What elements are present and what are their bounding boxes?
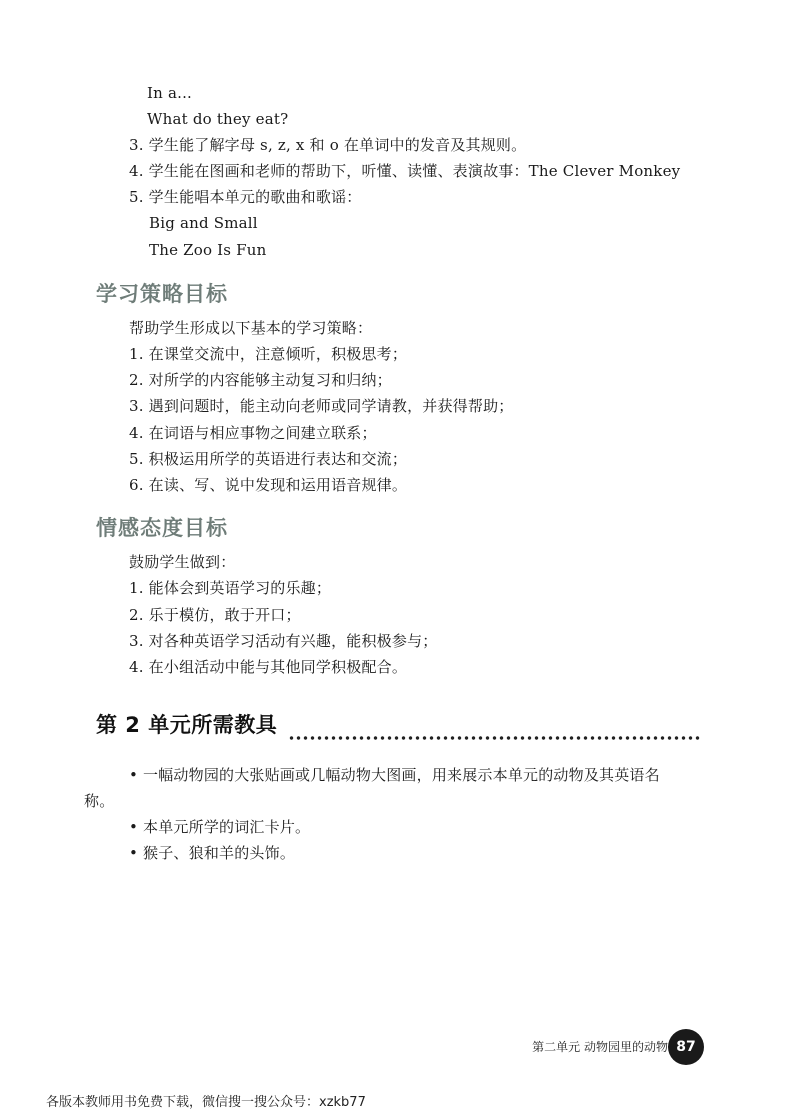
- section-intro: 帮助学生形成以下基本的学习策略：: [129, 319, 373, 337]
- list-item: 5. 积极运用所学的英语进行表达和交流；: [129, 450, 408, 468]
- song-title: The Zoo Is Fun: [149, 241, 267, 259]
- section-intro: 鼓励学生做到：: [129, 553, 236, 571]
- list-item: 4. 在小组活动中能与其他同学积极配合。: [129, 658, 408, 676]
- unit-tools-heading: [96, 710, 700, 746]
- running-footer: 第二单元 动物园里的动物: [532, 1040, 668, 1054]
- list-item: 5. 学生能唱本单元的歌曲和歌谣：: [129, 188, 362, 206]
- list-item: 4. 在词语与相应事物之间建立联系；: [129, 424, 377, 442]
- page-number-badge: 87: [668, 1029, 704, 1065]
- list-item: 1. 能体会到英语学习的乐趣；: [129, 579, 332, 597]
- unit-tools-title: 第 2 单元所需教具: [96, 713, 278, 737]
- list-item: • 本单元所学的词汇卡片。: [129, 818, 311, 836]
- dotted-leader: [288, 736, 700, 740]
- list-item: 1. 在课堂交流中，注意倾听，积极思考；: [129, 345, 408, 363]
- list-subitem: In a...: [147, 84, 193, 102]
- song-title: Big and Small: [149, 214, 258, 232]
- list-item: 2. 对所学的内容能够主动复习和归纳；: [129, 371, 392, 389]
- list-item: 6. 在读、写、说中发现和运用语音规律。: [129, 476, 408, 494]
- list-subitem: What do they eat?: [147, 110, 289, 128]
- list-item: 2. 乐于模仿，敢于开口；: [129, 606, 301, 624]
- list-item: • 一幅动物园的大张贴画或几幅动物大图画，用来展示本单元的动物及其英语名: [129, 766, 660, 784]
- list-item: 4. 学生能在图画和老师的帮助下，听懂、读懂、表演故事：The Clever Monkey: [129, 162, 681, 180]
- section-heading-affective-goals: 情感态度目标: [96, 516, 228, 540]
- section-heading-learning-strategy: 学习策略目标: [96, 282, 228, 306]
- list-item: • 猴子、狼和羊的头饰。: [129, 844, 296, 862]
- list-item: 3. 学生能了解字母 s, z, x 和 o 在单词中的发音及其规则。: [129, 136, 527, 154]
- list-item: 3. 遇到问题时，能主动向老师或同学请教，并获得帮助；: [129, 397, 514, 415]
- watermark-text: 各版本教师用书免费下载，微信搜一搜公众号：xzkb77: [46, 1095, 366, 1110]
- list-item-continuation: 称。: [84, 792, 115, 810]
- list-item: 3. 对各种英语学习活动有兴趣，能积极参与；: [129, 632, 438, 650]
